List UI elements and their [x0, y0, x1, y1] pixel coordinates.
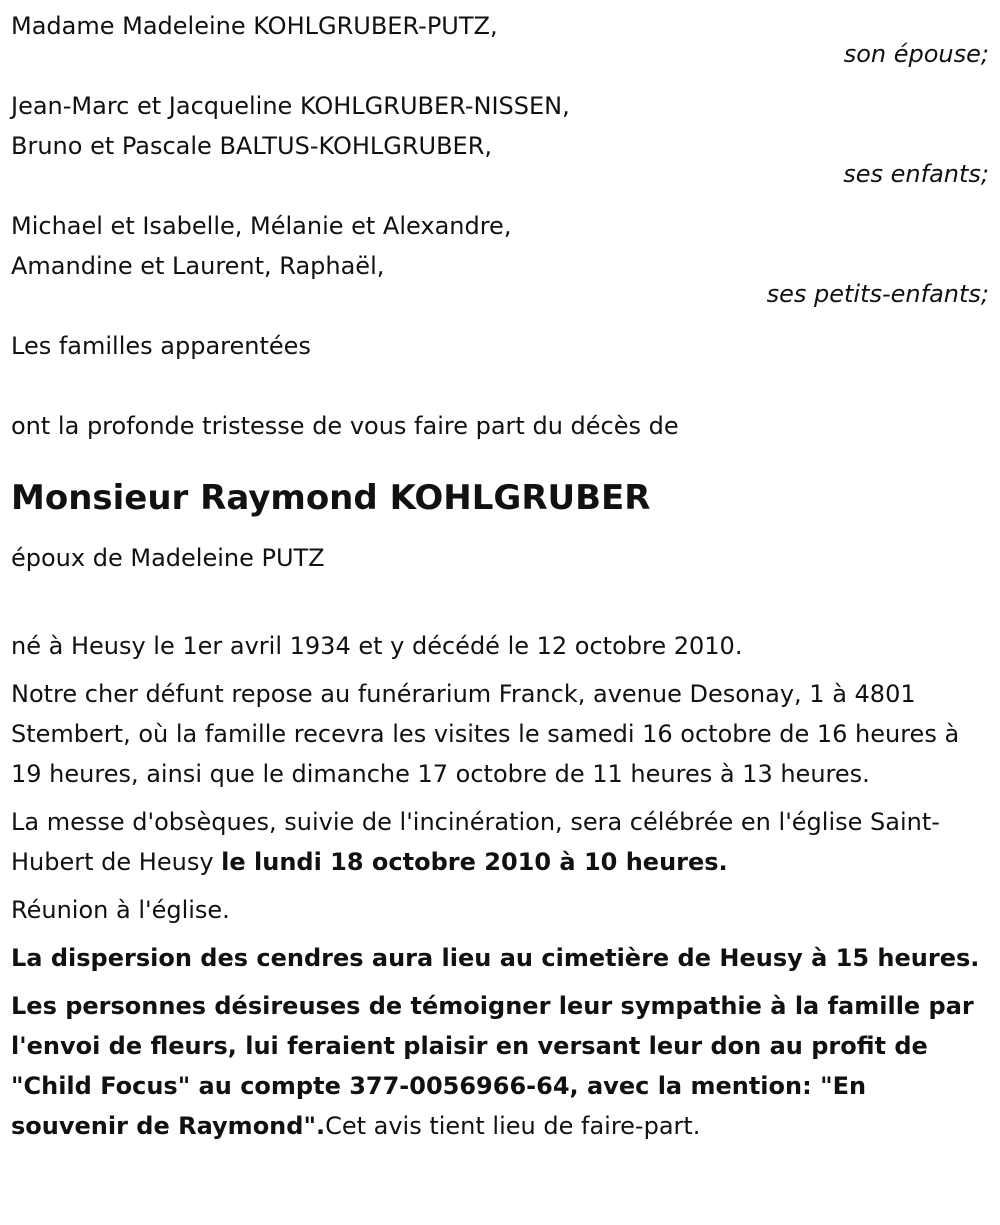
grandchildren-role: ses petits-enfants; [766, 280, 989, 308]
obituary-notice [11, 6, 989, 1154]
meeting-info: Réunion à l'église. [11, 896, 230, 924]
donation-text: Les personnes désireuses de témoigner leur sympathie à la famille par l'envoi de fleurs, lui feraient plaisir en versant leur don au profit de "Child Focus" au compte 377-0056966-64, avec la mention: "En souvenir de Raymond". [11, 992, 974, 1140]
ash-dispersion: La dispersion des cendres aura lieu au cimetière de Heusy à 15 heures. [11, 944, 980, 972]
grandchildren-line-1: Michael et Isabelle, Mélanie et Alexandre, [11, 212, 512, 240]
donation-request [11, 986, 989, 1146]
funeral-mass [11, 802, 989, 882]
spouse-of: époux de Madeleine PUTZ [11, 544, 325, 572]
mass-text: La messe d'obsèques, suivie de l'incinération, sera célébrée en l'église Saint-Hubert de Heusy [11, 808, 940, 876]
children-role: ses enfants; [843, 160, 989, 188]
children-line-2: Bruno et Pascale BALTUS-KOHLGRUBER, [11, 132, 493, 160]
deceased-name: Monsieur Raymond KOHLGRUBER [11, 478, 651, 518]
mass-date: le lundi 18 octobre 2010 à 10 heures. [221, 848, 728, 876]
announcement-intro: ont la profonde tristesse de vous faire part du décès de [11, 412, 679, 440]
grandchildren-line-2: Amandine et Laurent, Raphaël, [11, 252, 385, 280]
children-line-1: Jean-Marc et Jacqueline KOHLGRUBER-NISSEN, [11, 92, 570, 120]
visitation-info: Notre cher défunt repose au funérarium Franck, avenue Desonay, 1 à 4801 Stembert, où la famille recevra les visites le samedi 16 octobre de 16 heures à 19 heures, ainsi que le dimanche 17 octobre de 11 heures à 13 heures. [11, 680, 960, 788]
birth-death-dates: né à Heusy le 1er avril 1934 et y décédé le 12 octobre 2010. [11, 632, 743, 660]
spouse-name: Madame Madeleine KOHLGRUBER-PUTZ, [11, 12, 498, 40]
closing-note: Cet avis tient lieu de faire-part. [325, 1112, 701, 1140]
relatives: Les familles apparentées [11, 332, 311, 360]
spouse-role: son épouse; [843, 40, 989, 68]
